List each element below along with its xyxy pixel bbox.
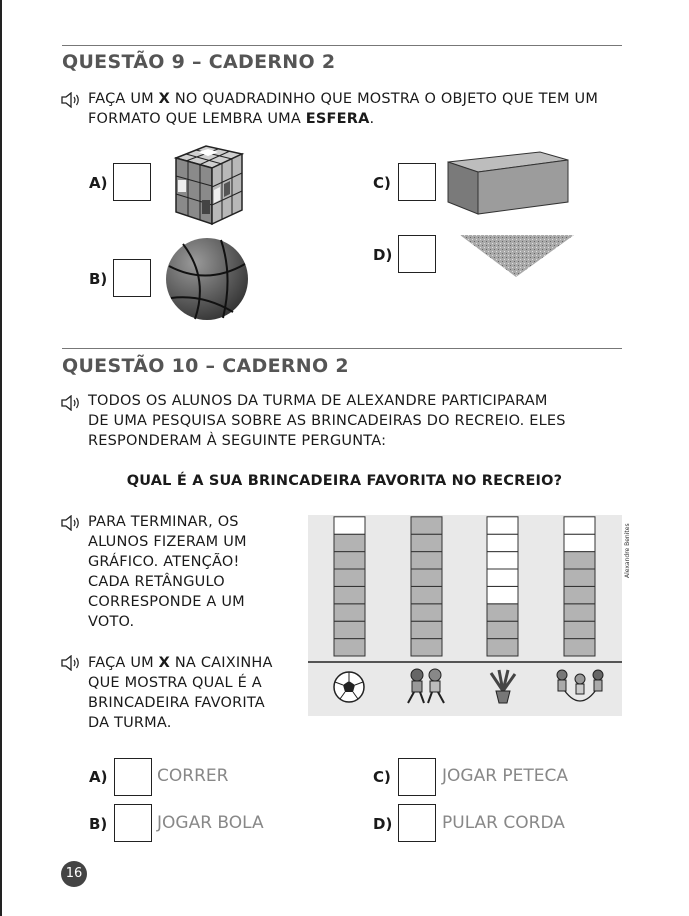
q9-checkbox-c[interactable] [398, 163, 436, 201]
children-running-icon [408, 669, 444, 703]
vote-rectangle-filled [334, 534, 365, 551]
vote-rectangle-filled [564, 604, 595, 621]
vote-rectangle-filled [334, 586, 365, 603]
q9-checkbox-b[interactable] [113, 259, 151, 297]
vote-rectangle-empty [564, 517, 595, 534]
bar-jogar-peteca [487, 517, 518, 656]
q10-label-d: D) [373, 815, 393, 833]
q9-label-c: C) [373, 174, 391, 192]
q10-checkbox-a[interactable] [114, 758, 152, 796]
vote-rectangle-filled [334, 604, 365, 621]
vote-rectangle-filled [334, 621, 365, 638]
answer-text-a: CORRER [157, 766, 229, 786]
speaker-icon[interactable] [61, 515, 81, 531]
q10-paragraph-chart: PARA TERMINAR, OS ALUNOS FIZERAM UM GRÁFICO. ATENÇÃO! CADA RETÂNGULO CORRESPONDE A UM VOTO. [88, 514, 247, 630]
vote-rectangle-filled [487, 604, 518, 621]
vote-rectangle-filled [564, 552, 595, 569]
divider-q10 [62, 348, 622, 349]
vote-rectangle-filled [411, 517, 442, 534]
soccer-ball-icon [334, 672, 364, 702]
vote-rectangle-filled [411, 569, 442, 586]
vote-rectangle-filled [411, 604, 442, 621]
vote-rectangle-filled [411, 552, 442, 569]
vote-rectangle-filled [487, 639, 518, 656]
vote-rectangle-empty [487, 586, 518, 603]
survey-question: QUAL É A SUA BRINCADEIRA FAVORITA NO RECREIO? [126, 473, 563, 489]
q10-checkbox-d[interactable] [398, 804, 436, 842]
favorite-game-chart [308, 515, 622, 716]
vote-rectangle-filled [411, 639, 442, 656]
bar-pular-corda [564, 517, 595, 656]
vote-rectangle-filled [564, 621, 595, 638]
speaker-icon[interactable] [61, 92, 81, 108]
box-image [444, 148, 572, 218]
peteca-icon [491, 670, 515, 703]
q9-title: QUESTÃO 9 – CADERNO 2 [62, 51, 336, 73]
answer-text-b: JOGAR BOLA [157, 813, 264, 833]
q10-checkbox-b[interactable] [114, 804, 152, 842]
vote-rectangle-filled [564, 586, 595, 603]
vote-rectangle-empty [334, 517, 365, 534]
speaker-icon[interactable] [61, 395, 81, 411]
q10-intro: TODOS OS ALUNOS DA TURMA DE ALEXANDRE PARTICIPARAM DE UMA PESQUISA SOBRE AS BRINCADEIRAS DO RECREIO. ELES RESPONDERAM À SEGUINTE PERGUNTA: [88, 393, 566, 449]
q9-label-b: B) [89, 270, 108, 288]
q10-label-c: C) [373, 768, 391, 786]
vote-rectangle-empty [487, 534, 518, 551]
q9-label-a: A) [89, 174, 108, 192]
vote-rectangle-filled [411, 621, 442, 638]
vote-rectangle-filled [334, 639, 365, 656]
vote-rectangle-empty [487, 517, 518, 534]
page-left-border [0, 0, 2, 916]
vote-rectangle-filled [411, 534, 442, 551]
q9-checkbox-d[interactable] [398, 235, 436, 273]
illustration-credit: Alexandre Benites [624, 523, 631, 578]
bar-correr [411, 517, 442, 656]
q9-label-d: D) [373, 246, 393, 264]
jump-rope-icon [557, 670, 603, 701]
bar-jogar-bola [334, 517, 365, 656]
vote-rectangle-filled [564, 639, 595, 656]
vote-rectangle-filled [334, 552, 365, 569]
answer-text-d: PULAR CORDA [442, 813, 565, 833]
q10-label-a: A) [89, 768, 108, 786]
vote-rectangle-empty [487, 569, 518, 586]
q10-label-b: B) [89, 815, 108, 833]
vote-rectangle-empty [564, 534, 595, 551]
vote-rectangle-empty [487, 552, 518, 569]
vote-rectangle-filled [411, 586, 442, 603]
q9-checkbox-a[interactable] [113, 163, 151, 201]
q10-title: QUESTÃO 10 – CADERNO 2 [62, 355, 349, 377]
q10-paragraph-task: FAÇA UM X NA CAIXINHA QUE MOSTRA QUAL É A BRINCADEIRA FAVORITA DA TURMA. [88, 655, 273, 731]
page-number: 16 [61, 861, 87, 887]
basketball-image [163, 236, 253, 322]
triangle-image [458, 233, 576, 279]
speaker-icon[interactable] [61, 655, 81, 671]
vote-rectangle-filled [487, 621, 518, 638]
divider-q9 [62, 45, 622, 46]
q9-instruction: FAÇA UM X NO QUADRADINHO QUE MOSTRA O OBJETO QUE TEM UM FORMATO QUE LEMBRA UMA ESFERA. [88, 91, 599, 127]
rubiks-cube-image [168, 140, 248, 228]
q10-checkbox-c[interactable] [398, 758, 436, 796]
answer-text-c: JOGAR PETECA [442, 766, 569, 786]
vote-rectangle-filled [334, 569, 365, 586]
vote-rectangle-filled [564, 569, 595, 586]
